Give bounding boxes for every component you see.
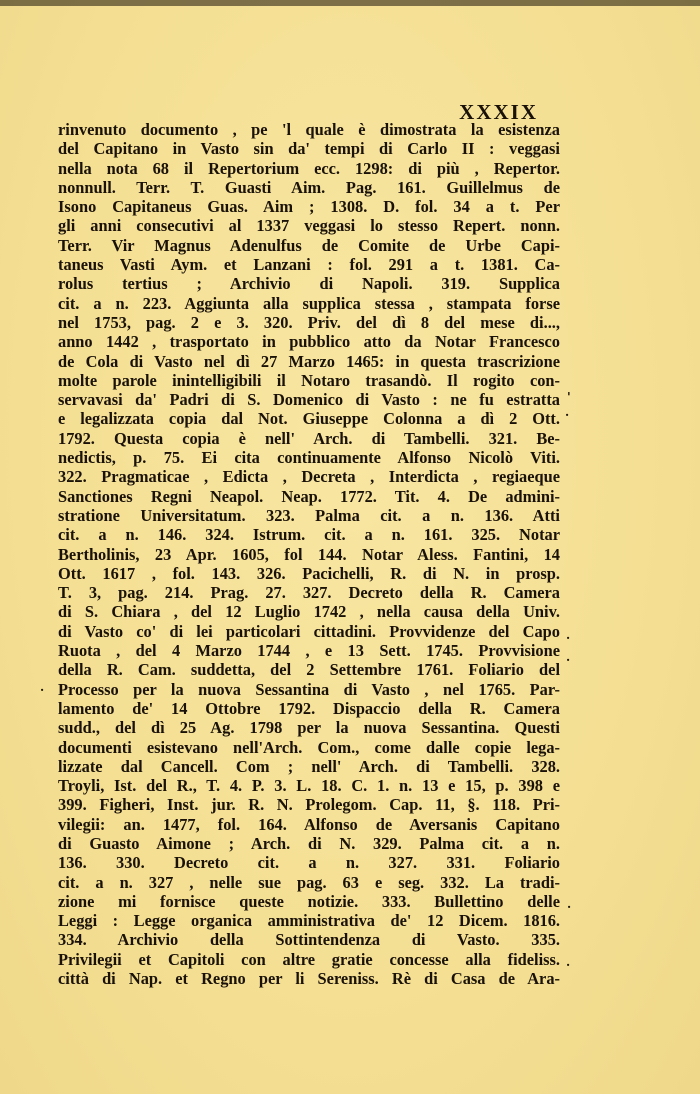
text-line: lizzate dal Cancell. Com ; nell' Arch. di Tambelli. 328. bbox=[58, 756, 560, 776]
text-line: Ruota , del 4 Marzo 1744 , e 13 Sett. 1745. Provvisione bbox=[58, 641, 560, 661]
text-line: Troyli, Ist. del R., T. 4. P. 3. L. 18. C. 1. n. 13 e 15, p. 398 e bbox=[58, 776, 560, 796]
text-line: della R. Cam. suddetta, del 2 Settembre 1761. Foliario del bbox=[58, 660, 560, 680]
text-line: sudd., del dì 25 Ag. 1798 per la nuova Sessantina. Questi bbox=[58, 718, 560, 738]
margin-speck: · bbox=[566, 958, 571, 972]
text-line: Sanctiones Regni Neapol. Neap. 1772. Tit. 4. De admini- bbox=[58, 486, 560, 506]
margin-speck: · bbox=[566, 631, 571, 645]
text-line: documenti esistevano nell'Arch. Com., come dalle copie lega- bbox=[58, 737, 560, 757]
text-line: rinvenuto documento , pe 'l quale è dimostrata la esistenza bbox=[58, 120, 560, 139]
text-line: nonnull. Terr. T. Guasti Aim. Pag. 161. Guillelmus de bbox=[58, 177, 560, 197]
text-line: Processo per la nuova Sessantina di Vasto , nel 1765. Par- bbox=[58, 679, 560, 699]
text-line: zione mi fornisce queste notizie. 333. Bullettino delle bbox=[58, 891, 560, 911]
text-line: 322. Pragmaticae , Edicta , Decreta , Interdicta , regiaeque bbox=[58, 467, 560, 487]
text-line: 1792. Questa copia è nell' Arch. di Tambelli. 321. Be- bbox=[58, 428, 560, 448]
text-line: Isono Capitaneus Guas. Aim ; 1308. D. fol. 34 a t. Per bbox=[58, 197, 560, 217]
text-line: Ott. 1617 , fol. 143. 326. Pacichelli, R. di N. in prosp. bbox=[58, 563, 560, 583]
margin-speck: · bbox=[40, 683, 45, 697]
text-line: cit. a n. 223. Aggiunta alla supplica stessa , stampata forse bbox=[58, 293, 560, 313]
text-line: lamento de' 14 Ottobre 1792. Dispaccio della R. Camera bbox=[58, 698, 560, 718]
text-line: rolus tertius ; Archivio di Napoli. 319. Supplica bbox=[58, 274, 560, 294]
text-line: di S. Chiara , del 12 Luglio 1742 , nella causa della Univ. bbox=[58, 602, 560, 622]
text-line: servavasi da' Padri di S. Domenico di Vasto : ne fu estratta bbox=[58, 390, 560, 410]
margin-speck: · bbox=[567, 900, 572, 914]
text-line: de Cola di Vasto nel dì 27 Marzo 1465: in questa trascrizione bbox=[58, 351, 560, 371]
text-line: gli anni consecutivi al 1337 veggasi lo stesso Repert. nonn. bbox=[58, 216, 560, 236]
text-line: nella nota 68 il Repertorium ecc. 1298: di più , Repertor. bbox=[58, 158, 560, 178]
page-top-edge bbox=[0, 0, 700, 6]
margin-speck: · bbox=[566, 653, 571, 667]
text-line: Bertholinis, 23 Apr. 1605, fol 144. Notar Aless. Fantini, 14 bbox=[58, 544, 560, 564]
text-line: molte parole inintelligibili il Notaro trasandò. Il rogito con- bbox=[58, 370, 560, 390]
text-line: 399. Figheri, Inst. jur. R. N. Prolegom. Cap. 11, §. 118. Pri- bbox=[58, 795, 560, 815]
text-line: Privilegii et Capitoli con altre gratie concesse alla fideliss. bbox=[58, 949, 560, 969]
text-line: taneus Vasti Aym. et Lanzani : fol. 291 a t. 1381. Ca- bbox=[58, 255, 560, 275]
text-line: 136. 330. Decreto cit. a n. 327. 331. Foliario bbox=[58, 853, 560, 873]
text-line: cit. a n. 146. 324. Istrum. cit. a n. 161. 325. Notar bbox=[58, 525, 560, 545]
text-line: del Capitano in Vasto sin da' tempi di Carlo II : veggasi bbox=[58, 139, 560, 159]
notes-text-block bbox=[58, 120, 560, 988]
text-line: nel 1753, pag. 2 e 3. 320. Priv. del dì 8 del mese di..., bbox=[58, 312, 560, 332]
text-line: di Guasto Aimone ; Arch. di N. 329. Palma cit. a n. bbox=[58, 833, 560, 853]
page-number: XXXIX bbox=[459, 100, 538, 124]
text-line: anno 1442 , trasportato in pubblico atto da Notar Francesco bbox=[58, 332, 560, 352]
text-line: cit. a n. 327 , nelle sue pag. 63 e seg. 332. La tradi- bbox=[58, 872, 560, 892]
text-line: stratione Universitatum. 323. Palma cit. a n. 136. Atti bbox=[58, 505, 560, 525]
text-line: 334. Archivio della Sottintendenza di Vasto. 335. bbox=[58, 930, 560, 950]
text-line: Leggi : Legge organica amministrativa de' 12 Dicem. 1816. bbox=[58, 911, 560, 931]
text-line: e legalizzata copia dal Not. Giuseppe Colonna a dì 2 Ott. bbox=[58, 409, 560, 429]
text-line: nedictis, p. 75. Ei cita continuamente Alfonso Nicolò Viti. bbox=[58, 448, 560, 468]
margin-speck: ' bbox=[567, 390, 571, 404]
text-line: vilegii: an. 1477, fol. 164. Alfonso de Aversanis Capitano bbox=[58, 814, 560, 834]
margin-speck: · bbox=[565, 408, 570, 422]
text-line: di Vasto co' di lei particolari cittadini. Provvidenze del Capo bbox=[58, 621, 560, 641]
text-line: Terr. Vir Magnus Adenulfus de Comite de Urbe Capi- bbox=[58, 235, 560, 255]
text-line: T. 3, pag. 214. Prag. 27. 327. Decreto della R. Camera bbox=[58, 583, 560, 603]
text-line: città di Nap. et Regno per li Sereniss. Rè di Casa de Ara- bbox=[58, 969, 560, 989]
